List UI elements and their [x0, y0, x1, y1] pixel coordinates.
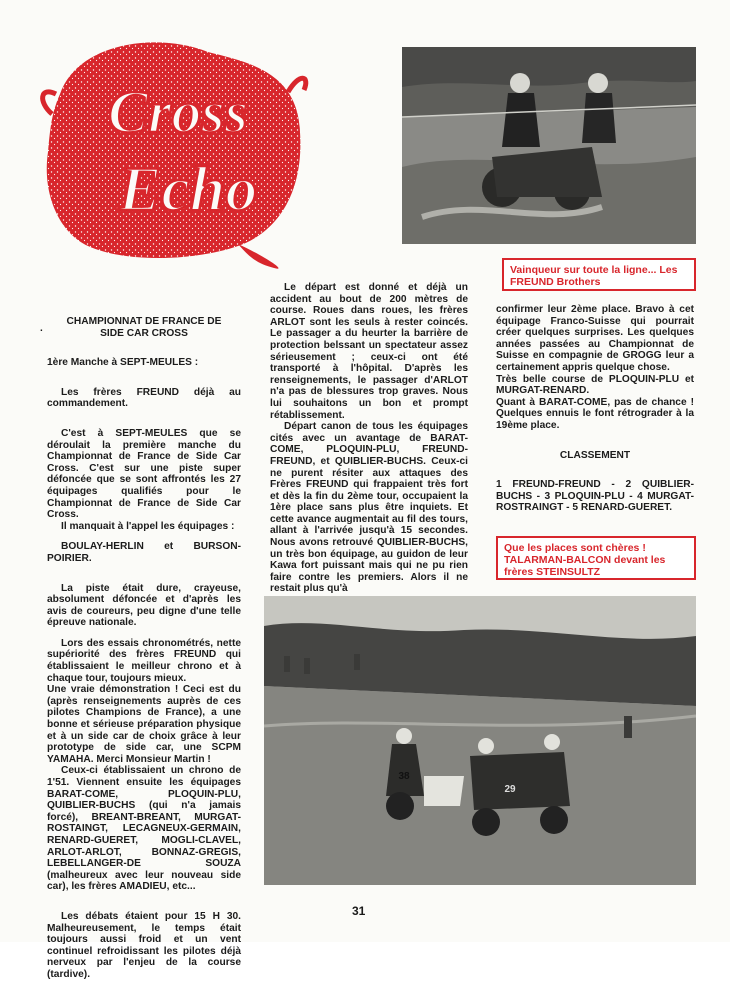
page-number: 31: [352, 904, 366, 918]
col1-paragraph-3: Il manquait à l'appel les équipages :: [61, 520, 235, 532]
col1-paragraph-7: Une vraie démonstration ! Ceci est du (après renseignements auprès de ces pilotes Champions de France), a une bonne et sérieuse préparation physique et à un side car de choix grâce à leur prototype de side car, une SCPM YAMAHA. Merci Monsieur Martin !: [47, 684, 241, 765]
column-1: [47, 316, 241, 981]
col3-paragraph-2: Très belle course de PLOQUIN-PLU et MURGAT-RENARD.: [496, 373, 694, 397]
cross-echo-logo: [38, 32, 310, 272]
col1-paragraph-2: C'est à SEPT-MEULES que se déroulait la première manche du Championnat de France de Side Car Cross. C'est sur une piste super défoncée que se sont affrontés les 27 équipages qualifiés pour le Championnat de France de Side Car Cross.: [47, 427, 241, 521]
manche-title: 1ère Manche à SEPT-MEULES :: [47, 357, 199, 369]
article-heading: CHAMPIONNAT DE FRANCE DE SIDE CAR CROSS: [66, 316, 222, 339]
bottom-photo-caption: [496, 536, 696, 580]
right-sidecar-number: 29: [504, 784, 516, 795]
logo-cross: Cross: [107, 79, 249, 145]
bottom-photo-race: [264, 596, 696, 885]
classement-results: 1 FREUND-FREUND - 2 QUIBLIER-BUCHS - 3 PLOQUIN-PLU - 4 MURGAT-ROSTRAINGT - 5 RENARD-GUERET.: [496, 479, 694, 514]
bullet-dot: .: [40, 323, 43, 334]
top-photo-caption: [502, 258, 696, 291]
col1-paragraph-1: Les frères FREUND déjà au commandement.: [47, 386, 241, 410]
col1-paragraph-5: La piste était dure, crayeuse, absolument défoncée et d'après les avis de coureurs, peu digne d'une telle épreuve nationale.: [47, 582, 241, 629]
classement-title: CLASSEMENT: [559, 449, 631, 461]
col1-paragraph-9: Les débats étaient pour 15 H 30. Malheureusement, le temps était toujours aussi froid et un vent continuel refroidissant les pilotes déjà nerveux par l'enjeu de la course (tardive).: [47, 910, 241, 980]
top-caption-text: Vainqueur sur toute la ligne... Les FREUND Brothers: [510, 264, 678, 288]
column-2: [270, 282, 468, 595]
bottom-caption-text: Que les places sont chères ! TALARMAN-BALCON devant les frères STEINSULTZ: [504, 542, 666, 578]
column-3: [496, 304, 694, 514]
left-sidecar-number: 38: [398, 771, 410, 782]
logo-echo: Echo: [118, 153, 258, 224]
col3-paragraph-1: confirmer leur 2ème place. Bravo à cet équipage Franco-Suisse qui pourrait créer quelques surprises. Les quelques années passées au Championnat de Suisse en compagnie de GROGG leur a certainement appris quelque chose.: [496, 304, 694, 373]
top-photo-sidecar: [402, 47, 696, 244]
col1-paragraph-8: Ceux-ci établissaient un chrono de 1'51. Viennent ensuite les équipages BARAT-COME, PLOQUIN-PLU, QUIBLIER-BUCHS (qui n'a jamais forcé), BREANT-BREANT, MURGAT-ROSTAINGT, LECAGNEUX-GERMAIN, RENARD-GUERET, MOGLI-CLAVEL, ARLOT-ARLOT, BONNAZ-GREGIS, LEBELLANGER-DE SOUZA (malheureux avec leur nouveau side car), les frères AMADIEU, etc...: [47, 765, 241, 893]
col3-paragraph-3: Quant à BARAT-COME, pas de chance ! Quelques ennuis le font rétrograder à la 19ème place.: [496, 396, 694, 431]
col2-paragraph-2: Départ canon de tous les équipages cités avec un avantage de BARAT-COME, PLOQUIN-PLU, FREUND-FREUND, et QUIBLIER-BUCHS. Ceux-ci ne purent résiter aux attaques des Frères FREUND qui frappaient très fort et dès la fin du 2ème tour, occupaient la 1ère place sans plus être inquiets. Et cette avance augmentait au fil des tours, allant à l'arrivée jusqu'à 15 secondes. Nous avons retrouvé QUIBLIER-BUCHS, un très bon équipage, au guidon de leur Kawa fort puissant mais qui ne pu rien faire contre les premiers. Alors il ne restait plus qu'à: [270, 421, 468, 595]
col1-paragraph-4: BOULAY-HERLIN et BURSON-POIRIER.: [47, 541, 241, 564]
col2-paragraph-1: Le départ est donné et déjà un accident au bout de 200 mètres de course. Roues dans roues, les frères ARLOT sont les seuls à rester coincés. Le passager a du heurter la barrière de protection belssant un spectateur assez sérieusement ; ceux-ci ont été transporté à l'hôpital. D'après les renseignements, le passager d'ARLOT n'a pas de blessures trop graves. Nous lui souhaitons un bon et prompt rétablissement.: [270, 282, 468, 421]
col1-paragraph-6: Lors des essais chronométrés, nette supériorité des frères FREUND qui établissaient le meilleur chrono et à chaque tour, toujours mieux.: [47, 637, 241, 684]
